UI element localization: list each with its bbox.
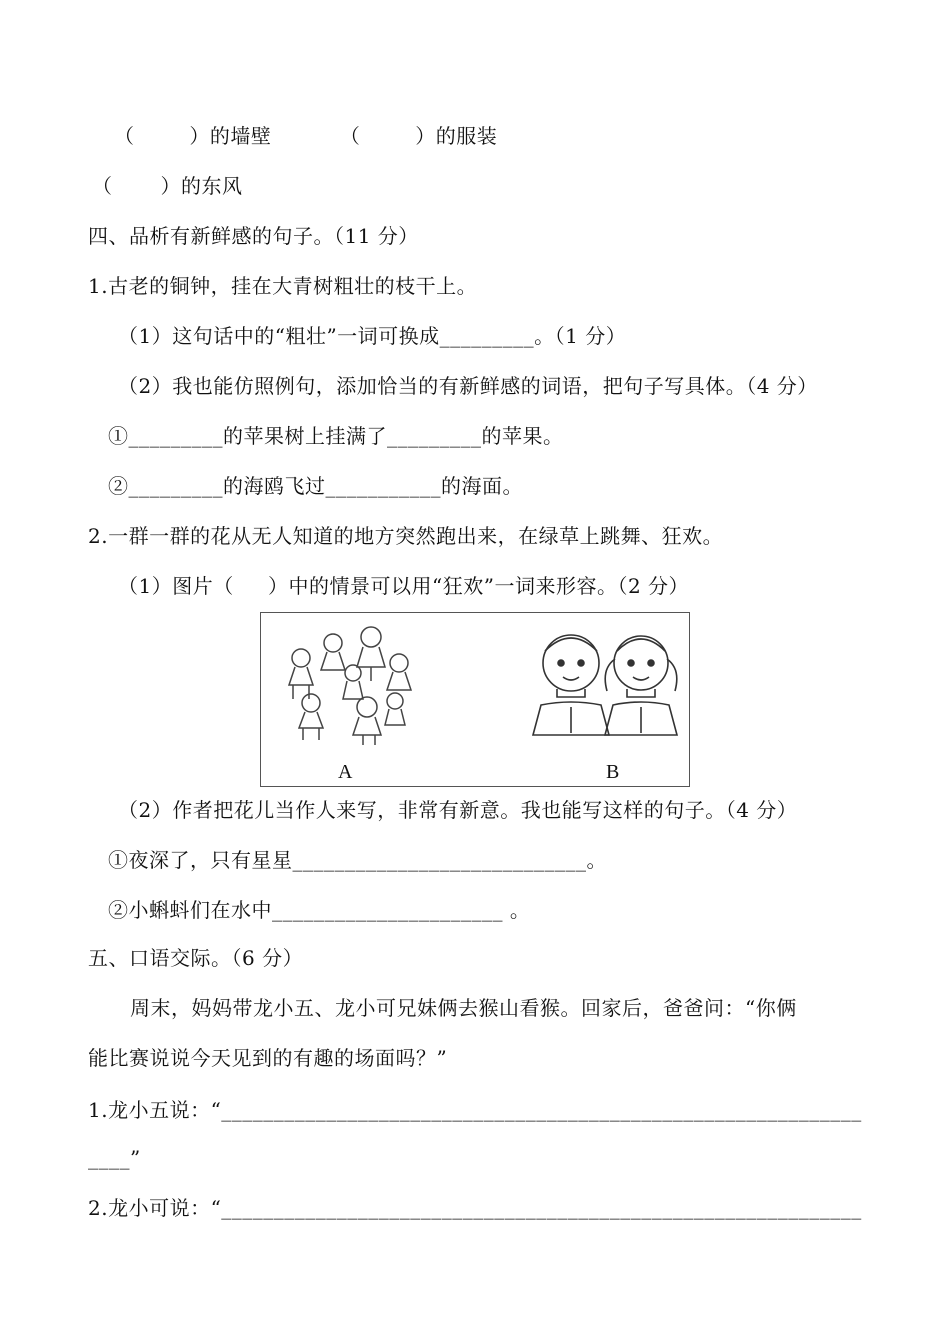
passage-line-1: 周末，妈妈带龙小五、龙小可兄妹俩去猴山看猴。回家后，爸爸问：“你俩 bbox=[130, 996, 797, 1020]
section-4-heading: 四、品析有新鲜感的句子。（11 分） bbox=[88, 224, 419, 248]
section-5-heading: 五、口语交际。（6 分） bbox=[88, 946, 304, 970]
question-1-sentence: 1.古老的铜钟，挂在大青树粗壮的枝干上。 bbox=[88, 274, 478, 298]
question-1-item-1: ①_________的苹果树上挂满了_________的苹果。 bbox=[108, 424, 564, 448]
question-2-sub-1: （1）图片（ ）中的情景可以用“狂欢”一词来形容。（2 分） bbox=[118, 574, 690, 598]
picture-a-label: A bbox=[338, 761, 353, 783]
answer-1-continuation: ____” bbox=[88, 1146, 141, 1170]
picture-box bbox=[260, 612, 690, 787]
picture-a-dancing-children bbox=[271, 623, 431, 753]
picture-b-reading-children bbox=[523, 623, 693, 738]
question-2-item-1: ①夜深了，只有星星____________________________。 bbox=[108, 848, 607, 872]
picture-b-label: B bbox=[606, 761, 620, 783]
question-2-sentence: 2.一群一群的花从无人知道的地方突然跑出来，在绿草上跳舞、狂欢。 bbox=[88, 524, 724, 548]
fill-line-2: （ ）的东风 bbox=[92, 174, 243, 198]
question-1-item-2: ②_________的海鸥飞过___________的海面。 bbox=[108, 474, 523, 498]
question-2-item-2: ②小蝌蚪们在水中______________________ 。 bbox=[108, 898, 531, 922]
answer-1-line: 1.龙小五说：“_____________________________________________________________ bbox=[88, 1098, 862, 1122]
question-1-sub-2: （2）我也能仿照例句，添加恰当的有新鲜感的词语，把句子写具体。（4 分） bbox=[118, 374, 818, 398]
answer-2-line: 2.龙小可说：“_____________________________________________________________ bbox=[88, 1196, 862, 1220]
fill-line-1: （ ）的墙壁 （ ）的服装 bbox=[114, 124, 498, 148]
passage-line-2: 能比赛说说今天见到的有趣的场面吗？” bbox=[88, 1046, 448, 1070]
question-2-sub-2: （2）作者把花儿当作人来写，非常有新意。我也能写这样的句子。（4 分） bbox=[118, 798, 798, 822]
question-1-sub-1: （1）这句话中的“粗壮”一词可换成_________。（1 分） bbox=[118, 324, 627, 348]
